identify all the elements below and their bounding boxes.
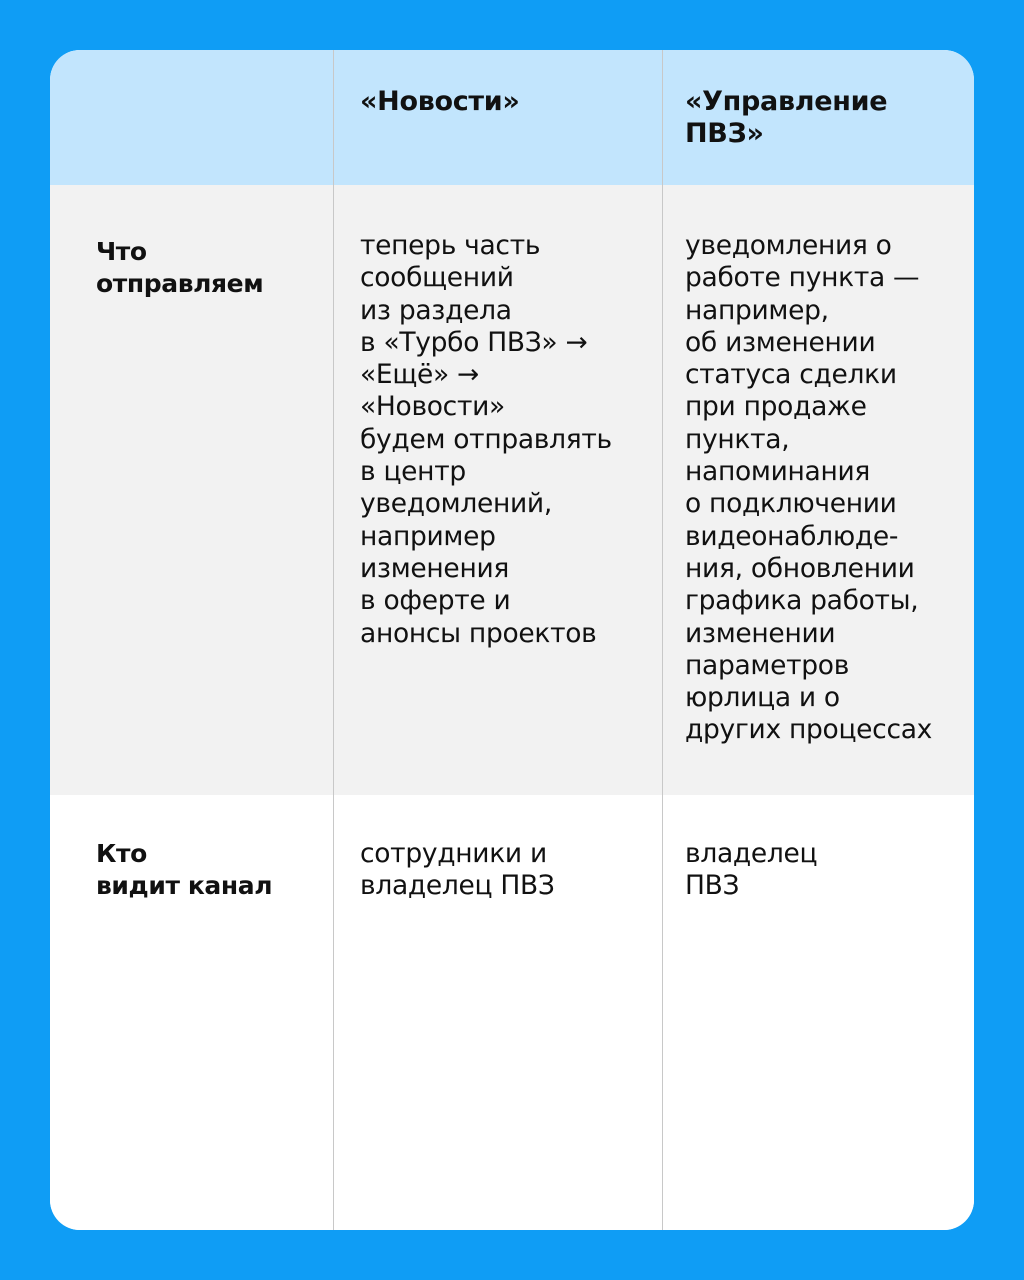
column-divider <box>662 50 663 1230</box>
management-who-sees: владелец ПВЗ <box>685 838 818 902</box>
row-label-what-we-send: Что отправляем <box>96 237 264 298</box>
management-what-we-send: уведомления о работе пункта — например, об изменении статуса сделки при продаже пункта, напоминания о подключении видеонаблюде- ния, обновлении графика работы, изменении параметров юрлица и о других процессах <box>685 230 933 746</box>
comparison-table <box>50 50 974 1230</box>
row-label-who-sees: Кто видит канал <box>96 839 273 900</box>
news-what-we-send: теперь часть сообщений из раздела в «Турбо ПВЗ» → «Ещё» → «Новости» будем отправлять в центр уведомлений, например изменения в оферте и анонсы проектов <box>360 230 612 649</box>
column-divider <box>333 50 334 1230</box>
header-pvz-management: «Управление ПВЗ» <box>685 86 888 149</box>
news-who-sees: сотрудники и владелец ПВЗ <box>360 838 555 902</box>
header-news: «Новости» <box>360 86 520 117</box>
